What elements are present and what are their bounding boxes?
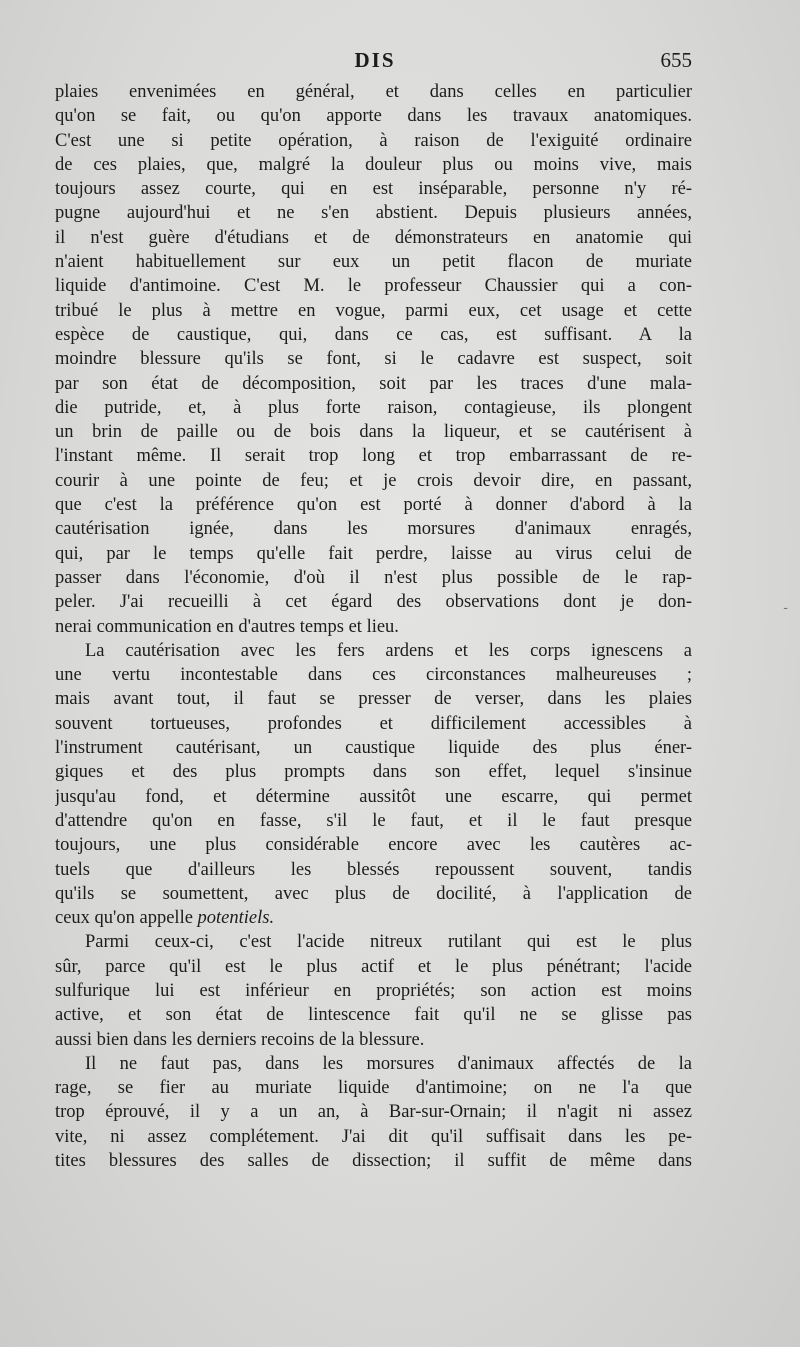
paragraph-end-line: aussi bien dans les derniers recoins de la blessure.	[55, 1029, 425, 1050]
paragraph-start-line: Parmi ceux-ci, c'est l'acide nitreux rutilant qui est le plus	[85, 932, 692, 953]
text-line: d'attendre qu'on en fasse, s'il le faut, et il le faut presque	[55, 810, 692, 831]
text-line: toujours assez courte, qui en est inséparable, personne n'y ré-	[55, 179, 692, 200]
text-line: un brin de paille ou de bois dans la liqueur, et se cautérisent à	[55, 422, 692, 443]
text-line: une vertu incontestable dans ces circonstances malheureuses ;	[55, 665, 692, 686]
text-line: tribué le plus à mettre en vogue, parmi eux, cet usage et cette	[55, 300, 692, 321]
text-line: de ces plaies, que, malgré la douleur plus ou moins vive, mais	[55, 154, 692, 175]
running-head	[58, 48, 692, 74]
text-line: il n'est guère d'étudians et de démonstrateurs en anatomie qui	[55, 227, 692, 248]
running-head-title: DIS	[354, 48, 396, 72]
text-line: mais avant tout, il faut se presser de verser, dans les plaies	[55, 689, 692, 710]
italic-term: potentiels.	[197, 908, 275, 929]
text-line: die putride, et, à plus forte raison, contagieuse, ils plongent	[55, 397, 692, 418]
text-line: tuels que d'ailleurs les blessés repoussent souvent, tandis	[55, 859, 692, 880]
text-line: jusqu'au fond, et détermine aussitôt une escarre, qui permet	[55, 786, 692, 807]
line-text: ceux qu'on appelle	[55, 908, 198, 929]
text-line: active, et son état de lintescence fait qu'il ne se glisse pas	[55, 1005, 692, 1026]
text-line: giques et des plus prompts dans son effet, lequel s'insinue	[55, 762, 692, 783]
body-text	[55, 80, 692, 1173]
text-line: liquide d'antimoine. C'est M. le professeur Chaussier qui a con-	[55, 276, 692, 297]
text-line: peler. J'ai recueilli à cet égard des observations dont je don-	[55, 592, 692, 613]
paragraph-end-line: nerai communication en d'autres temps et lieu.	[55, 616, 399, 637]
text-line: qu'on se fait, ou qu'on apporte dans les travaux anatomiques.	[55, 106, 692, 127]
text-line: trop éprouvé, il y a un an, à Bar-sur-Ornain; il n'agit ni assez	[55, 1102, 692, 1123]
text-line: souvent tortueuses, profondes et difficilement accessibles à	[55, 713, 692, 734]
text-line: qu'ils se soumettent, avec plus de docilité, à l'application de	[55, 883, 692, 904]
text-line: cautérisation ignée, dans les morsures d'animaux enragés,	[55, 519, 692, 540]
text-line: sulfurique lui est inférieur en propriétés; son action est moins	[55, 980, 692, 1001]
text-line: vite, ni assez complétement. J'ai dit qu'il suffisait dans les pe-	[55, 1126, 692, 1147]
paragraph-start-line: La cautérisation avec les fers ardens et les corps ignescens a	[85, 640, 692, 661]
text-line: tites blessures des salles de dissection; il suffit de même dans	[55, 1151, 692, 1172]
paragraph-end-line	[55, 906, 692, 930]
text-line: pugne aujourd'hui et ne s'en abstient. Depuis plusieurs années,	[55, 203, 692, 224]
page-number: 655	[660, 48, 692, 72]
text-line: l'instrument cautérisant, un caustique liquide des plus éner-	[55, 738, 692, 759]
margin-mark: -	[783, 600, 788, 616]
text-line: l'instant même. Il serait trop long et trop embarrassant de re-	[55, 446, 692, 467]
text-line: sûr, parce qu'il est le plus actif et le plus pénétrant; l'acide	[55, 956, 692, 977]
text-line: n'aient habituellement sur eux un petit flacon de muriate	[55, 252, 692, 273]
paragraph-start-line: Il ne faut pas, dans les morsures d'animaux affectés de la	[85, 1053, 692, 1074]
text-line: C'est une si petite opération, à raison de l'exiguité ordinaire	[55, 130, 692, 151]
text-line: par son état de décomposition, soit par les traces d'une mala-	[55, 373, 692, 394]
text-line: qui, par le temps qu'elle fait perdre, laisse au virus celui de	[55, 543, 692, 564]
text-line: courir à une pointe de feu; et je crois devoir dire, en passant,	[55, 470, 692, 491]
text-line: toujours, une plus considérable encore avec les cautères ac-	[55, 835, 692, 856]
text-line: rage, se fier au muriate liquide d'antimoine; on ne l'a que	[55, 1078, 692, 1099]
text-line: moindre blessure qu'ils se font, si le cadavre est suspect, soit	[55, 349, 692, 370]
text-line: plaies envenimées en général, et dans celles en particulier	[55, 82, 692, 102]
text-line: espèce de caustique, qui, dans ce cas, est suffisant. A la	[55, 324, 692, 345]
text-line: que c'est la préférence qu'on est porté à donner d'abord à la	[55, 495, 692, 516]
text-line: passer dans l'économie, d'où il n'est plus possible de le rap-	[55, 567, 692, 588]
